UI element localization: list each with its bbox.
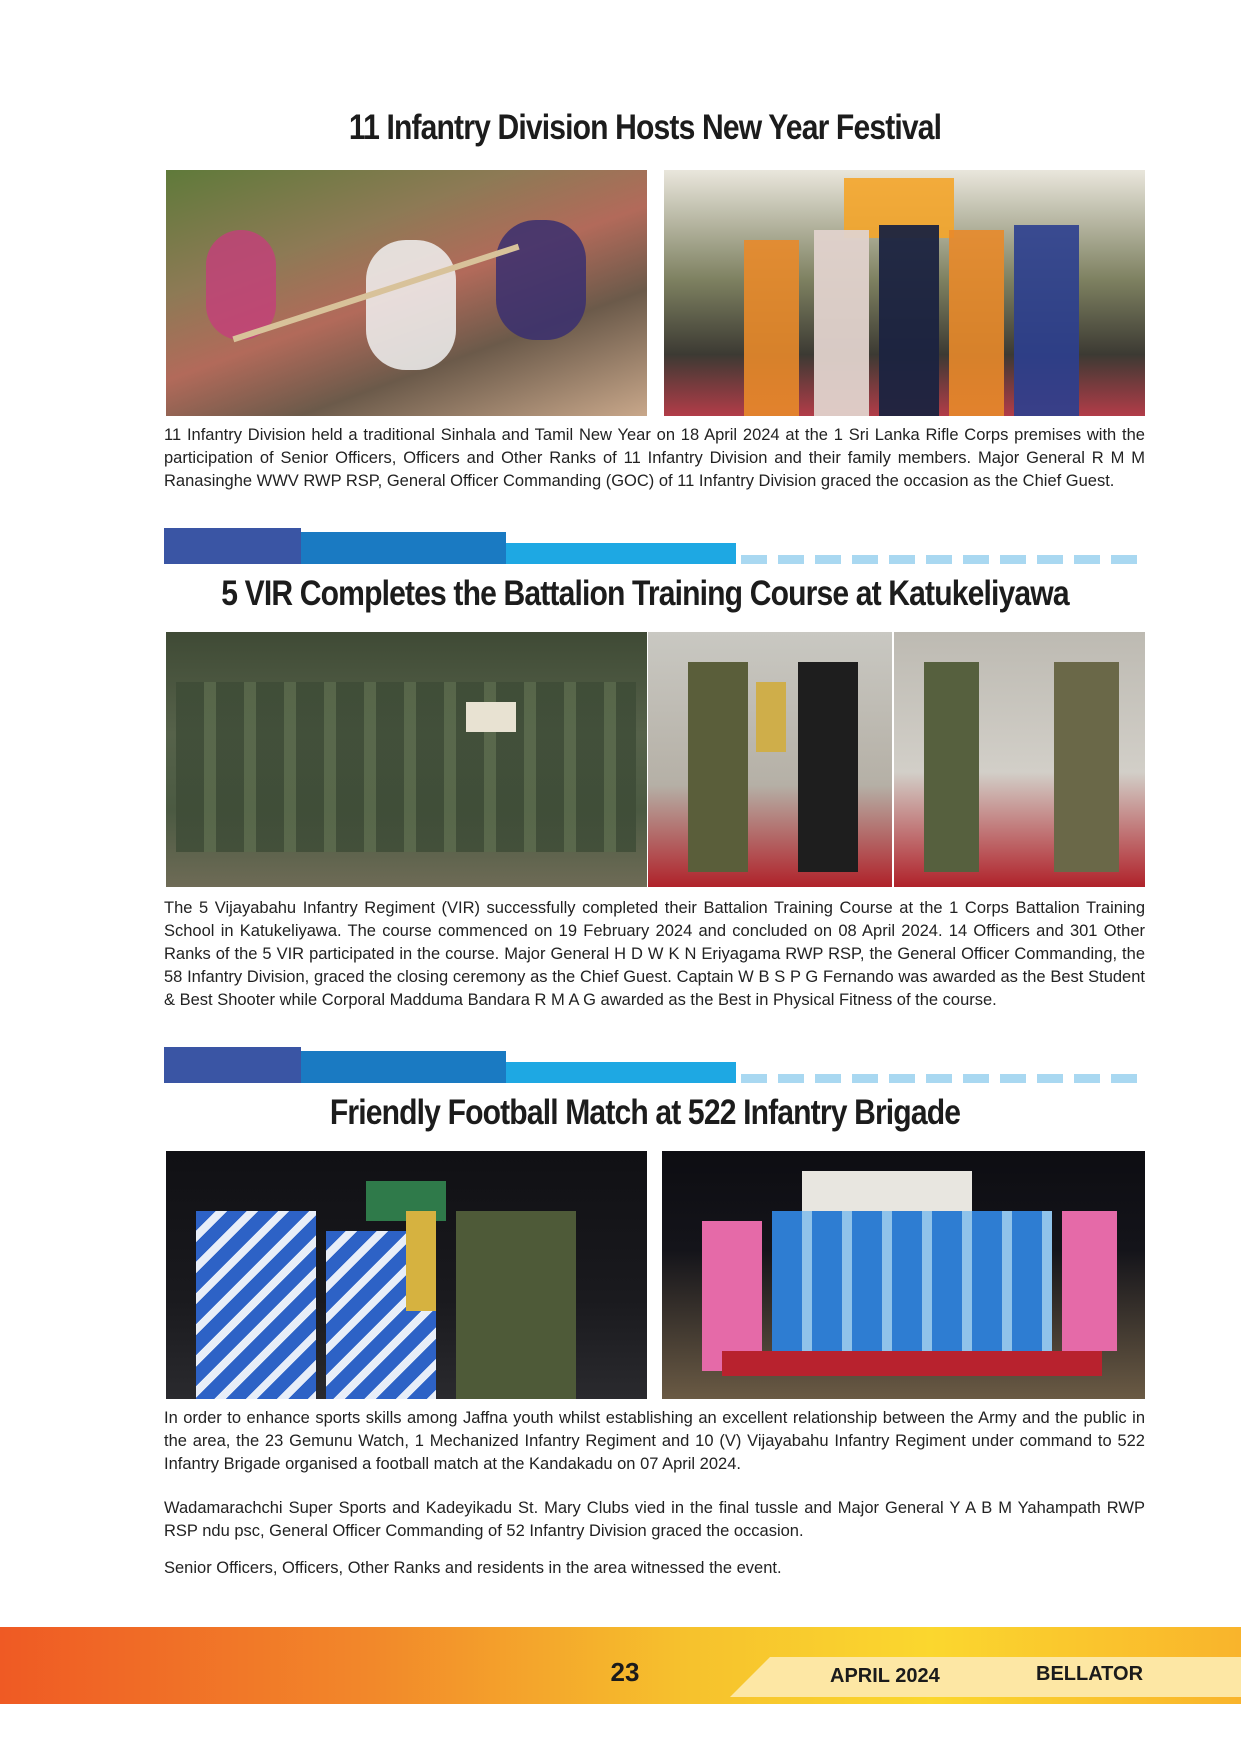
article-3-body-2: Wadamarachchi Super Sports and Kadeyikadu St. Mary Clubs vied in the final tussle and Major General Y A B M Yahampath RWP RSP ndu psc, General Officer Commanding of 52 Infantry Division graced the occasion. [164, 1499, 1145, 1540]
section-divider-1 [164, 528, 1145, 564]
footer-slant-band [730, 1657, 1241, 1697]
photo-trophy-presentation [648, 632, 892, 887]
article-3-body-3: Senior Officers, Officers, Other Ranks and residents in the area witnessed the event. [164, 1559, 782, 1577]
article-1-body: 11 Infantry Division held a traditional Sinhala and Tamil New Year on 18 April 2024 at the 1 Sri Lanka Rifle Corps premises with the participation of Senior Officers, Officers and Other Ranks of 11 Infantry Division and their family members. Major General R M M Ranasinghe WWV RWP RSP, General Officer Commanding (GOC) of 11 Infantry Division graced the occasion as the Chief Guest. [164, 426, 1145, 490]
photo-award-handshake [894, 632, 1145, 887]
issue-date: APRIL 2024 [830, 1665, 940, 1687]
photo-troops-group [166, 632, 647, 887]
article-3-title: Friendly Football Match at 522 Infantry Brigade [329, 1093, 961, 1132]
article-3-body-1: In order to enhance sports skills among Jaffna youth whilst establishing an excellent relationship between the Army and the public in the area, the 23 Gemunu Watch, 1 Mechanized Infantry Regiment and 10 (V) Vijayabahu Infantry Regiment under command to 522 Infantry Brigade organised a football match at the Kandakadu on 07 April 2024. [164, 1409, 1145, 1473]
article-1-title: 11 Infantry Division Hosts New Year Festival [348, 108, 942, 147]
photo-new-year-guests [664, 170, 1145, 416]
section-divider-2 [164, 1047, 1145, 1083]
page-number: 23 [610, 1657, 640, 1687]
photo-tug-of-war [166, 170, 647, 416]
article-2-title: 5 VIR Completes the Battalion Training Course at Katukeliyawa [221, 574, 1069, 613]
photo-football-trophy [166, 1151, 647, 1399]
page-footer [0, 1627, 1241, 1704]
photo-football-team [662, 1151, 1145, 1399]
article-2-body: The 5 Vijayabahu Infantry Regiment (VIR) successfully completed their Battalion Training Course at the 1 Corps Battalion Training School in Katukeliyawa. The course commenced on 19 February 2024 and concluded on 08 April 2024. 14 Officers and 301 Other Ranks of the 5 VIR participated in the course. Major General H D W K N Eriyagama RWP RSP, the General Officer Commanding, the 58 Infantry Division, graced the closing ceremony as the Chief Guest. Captain W B S P G Fernando was awarded as the Best Student & Best Shooter while Corporal Madduma Bandara R M A G awarded as the Best in Physical Fitness of the course. [164, 899, 1145, 1009]
magazine-name: BELLATOR [1036, 1663, 1144, 1685]
